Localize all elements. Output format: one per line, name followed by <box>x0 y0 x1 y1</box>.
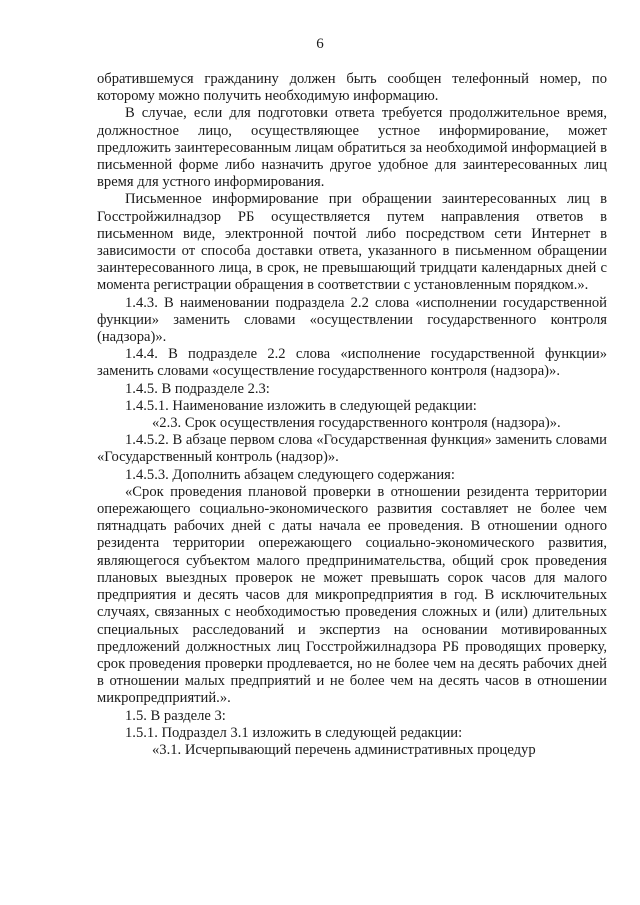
paragraph: «3.1. Исчерпывающий перечень административных процедур <box>152 741 536 758</box>
page-number: 6 <box>316 36 324 52</box>
paragraph: обратившемуся гражданину должен быть сообщен телефонный номер, по которому можно получить необходимую информацию. <box>97 71 607 105</box>
paragraph: 1.4.5. В подразделе 2.3: <box>125 380 270 397</box>
paragraph: «2.3. Срок осуществления государственного контроля (надзора)». <box>152 415 561 432</box>
document-body <box>97 71 607 759</box>
paragraph: 1.5. В разделе 3: <box>125 707 226 724</box>
paragraph: «Срок проведения плановой проверки в отношении резидента территории опережающего социально-экономического развития составляет не более чем пятнадцать рабочих дней с даты начала ее проведения. В отношении одного резидента территории опережающего социально-экономического развития, являющегося субъектом малого предпринимательства, общий срок проведения плановых выездных проверок не может превышать сорок часов для малого предприятия и десять часов для микропредприятия в год. В исключительных случаях, связанных с необходимостью проведения сложных и (или) длительных специальных расследований и экспертиз на основании мотивированных предложений должностных лиц Госстройжилнадзора РБ проводящих проверку, срок проведения проверки продлевается, но не более чем на десять рабочих дней в отношении малых предприятий и не более чем на десять часов в отношении микропредприятий.». <box>97 483 607 707</box>
paragraph: 1.4.3. В наименовании подраздела 2.2 слова «исполнении государственной функции» заменить словами «осуществлении государственного контроля (надзора)». <box>97 294 607 346</box>
paragraph: В случае, если для подготовки ответа требуется продолжительное время, должностное лицо, осуществляющее устное информирование, может предложить заинтересованным лицам обратиться за необходимой информацией в письменной форме либо назначить другое удобное для заинтересованных лиц время для устного информирования. <box>97 105 607 191</box>
paragraph: Письменное информирование при обращении заинтересованных лиц в Госстройжилнадзор РБ осуществляется путем направления ответов в письменном виде, электронной почтой либо посредством сети Интернет в зависимости от способа доставки ответа, указанного в письменном обращении заинтересованного лица, в срок, не превышающий тридцати календарных дней с момента регистрации обращения в соответствии с установленным порядком.». <box>97 191 607 294</box>
paragraph: 1.5.1. Подраздел 3.1 изложить в следующей редакции: <box>125 724 463 741</box>
paragraph: 1.4.5.3. Дополнить абзацем следующего содержания: <box>125 466 455 483</box>
paragraph: 1.4.5.1. Наименование изложить в следующей редакции: <box>125 397 477 414</box>
paragraph: 1.4.4. В подразделе 2.2 слова «исполнение государственной функции» заменить словами «осуществление государственного контроля (надзора)». <box>97 346 607 380</box>
paragraph: 1.4.5.2. В абзаце первом слова «Государственная функция» заменить словами «Государственный контроль (надзор)». <box>97 432 607 466</box>
